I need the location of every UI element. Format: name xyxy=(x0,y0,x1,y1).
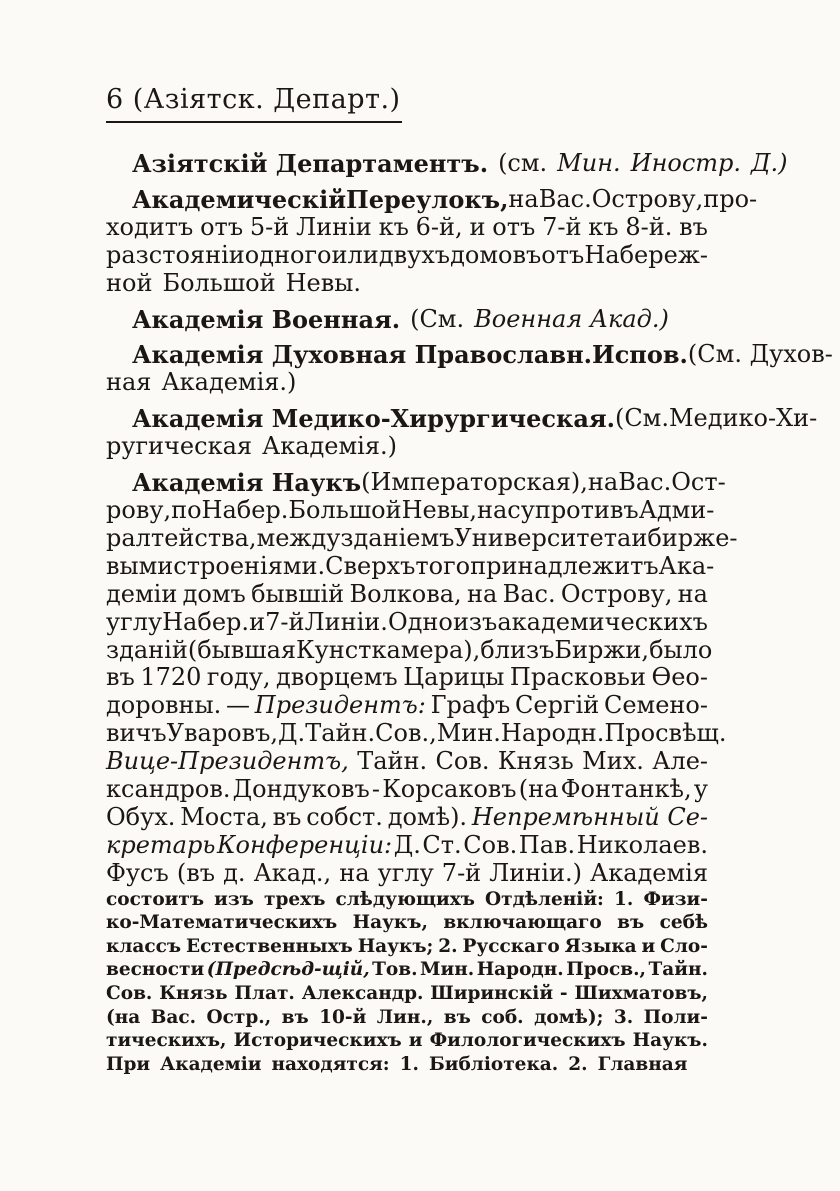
word: выми xyxy=(106,551,174,580)
word: Ака- xyxy=(658,551,715,580)
word: слѣдующихъ xyxy=(335,888,475,910)
word: 5-й xyxy=(249,212,290,241)
word: Наукъ. xyxy=(632,1030,708,1052)
word: Д.) xyxy=(751,149,788,177)
entry-akademiya-mediko xyxy=(106,404,818,461)
text-line xyxy=(106,888,708,912)
word: себѣ xyxy=(659,912,708,934)
word: классъ xyxy=(106,935,182,957)
word: изъ xyxy=(214,888,254,910)
word: Военная Акад.) xyxy=(474,304,669,333)
word: собст. xyxy=(306,802,383,831)
word: двухъ xyxy=(378,240,451,269)
text-line xyxy=(106,581,708,609)
text-line xyxy=(106,832,708,860)
word: 1. xyxy=(614,888,634,910)
text-line xyxy=(106,242,708,270)
word: Князь xyxy=(497,747,574,776)
word: Линіи. xyxy=(304,607,388,636)
word: по xyxy=(171,495,202,524)
word: Мин. xyxy=(436,719,501,748)
word: къ xyxy=(588,212,619,241)
word: у xyxy=(693,775,708,804)
word: соб. xyxy=(481,1006,524,1028)
word: отъ xyxy=(492,212,536,241)
word: (Императорская), xyxy=(361,468,588,497)
word: Але- xyxy=(652,747,708,776)
word: кретарь xyxy=(106,830,216,859)
word: (въ xyxy=(176,858,216,887)
word: Семено- xyxy=(603,691,708,720)
word: принадлежитъ xyxy=(470,551,659,580)
text-line xyxy=(106,1006,708,1030)
word: Шихматовъ, xyxy=(574,983,708,1005)
word: Филологическихъ xyxy=(429,1030,626,1052)
word: Пав. xyxy=(518,830,576,859)
word: Дондуковъ xyxy=(232,775,370,804)
word: (на xyxy=(106,1006,141,1028)
word: Большой xyxy=(288,495,402,524)
word: Народн. xyxy=(500,719,605,748)
word: Ст. xyxy=(422,830,462,859)
word: Главная xyxy=(597,1053,688,1075)
word: изъ xyxy=(452,607,498,636)
word: Невы, xyxy=(401,495,477,524)
word: на xyxy=(508,184,539,213)
word: Тайн. xyxy=(648,959,708,981)
word: Одно xyxy=(387,607,453,636)
word: Акад., xyxy=(253,858,332,887)
word: Библіотека. xyxy=(428,1053,559,1075)
word: 3. xyxy=(613,1006,634,1028)
text-line xyxy=(106,609,708,637)
word: бывшій xyxy=(251,579,345,608)
text-line xyxy=(106,433,708,461)
word: 10-й xyxy=(319,1006,367,1028)
text-line xyxy=(106,935,708,959)
word: 1720 xyxy=(140,663,202,692)
word: ходитъ xyxy=(106,212,194,241)
text-line xyxy=(106,748,708,776)
entry-list xyxy=(106,149,833,1076)
word: (См. xyxy=(410,304,465,333)
word: Сло- xyxy=(660,935,708,957)
text-line xyxy=(106,982,708,1006)
word: Физи- xyxy=(643,888,708,910)
word: Моста, xyxy=(180,802,268,831)
word: въ xyxy=(617,912,645,934)
word: Линіи xyxy=(296,212,372,241)
text-line xyxy=(106,1053,708,1077)
word: ной xyxy=(106,268,153,297)
word: Набер. xyxy=(162,607,250,636)
word: и xyxy=(469,212,486,241)
word: Сов., xyxy=(375,719,437,748)
text-line xyxy=(106,369,708,397)
word: про- xyxy=(703,184,758,213)
text-line xyxy=(106,911,708,935)
word: Биржи, xyxy=(554,635,650,664)
text-line xyxy=(106,495,715,525)
word: и xyxy=(641,935,656,957)
word: Сергій xyxy=(515,691,600,720)
word: При xyxy=(106,1053,151,1075)
entry-akademiya-nauk-small xyxy=(106,888,708,1077)
word: Большой xyxy=(162,268,276,297)
word: на xyxy=(339,858,370,887)
word: Уваровъ, xyxy=(166,719,279,748)
word: Академія.) xyxy=(262,432,397,461)
word: Конференціи: xyxy=(216,830,393,859)
text-line xyxy=(106,692,708,720)
word: Академія Медико-Хирургическая. xyxy=(132,404,615,434)
word: Академія xyxy=(590,858,708,887)
word: ругическая xyxy=(106,432,253,461)
text-line xyxy=(106,551,715,581)
word: ксандров. xyxy=(106,775,231,804)
word: находятся: xyxy=(271,1053,390,1075)
word: состоитъ xyxy=(106,888,205,910)
text-line xyxy=(106,404,818,434)
entry-akademicheskiy-pereulok xyxy=(106,184,758,298)
word: Поли- xyxy=(643,1006,708,1028)
text-line xyxy=(106,468,726,498)
text-line xyxy=(106,664,708,692)
word: Сверхъ xyxy=(325,551,416,580)
word: строеніями. xyxy=(173,551,326,580)
word: или xyxy=(331,240,379,269)
word: отъ xyxy=(200,212,244,241)
word: ко-Математическихъ xyxy=(106,912,338,934)
word: - xyxy=(559,983,568,1005)
word: Плат. xyxy=(234,983,295,1005)
word: углу xyxy=(377,858,434,887)
text-line xyxy=(106,1029,708,1053)
word: бирже- xyxy=(647,523,738,552)
word: Сов. xyxy=(106,983,153,1005)
word: на xyxy=(587,468,619,497)
word: зданій xyxy=(106,635,188,664)
text-line xyxy=(106,340,833,370)
word: Фусъ xyxy=(106,858,169,887)
word: и xyxy=(249,607,266,636)
word: Царицы xyxy=(403,663,505,692)
word: Президентъ: xyxy=(254,691,426,720)
word: Иностр. xyxy=(630,149,742,177)
text-line xyxy=(106,719,727,748)
word: Острову, xyxy=(560,579,673,608)
word: Графъ xyxy=(430,691,511,720)
word: Непремѣнный Се- xyxy=(471,802,708,831)
word: 7-й xyxy=(542,212,582,241)
word: разстояніи xyxy=(106,240,245,269)
word: Медико-Хи- xyxy=(668,404,818,433)
word: 6-й, xyxy=(415,212,463,241)
word: (см. xyxy=(498,149,548,177)
word: году, xyxy=(206,663,271,692)
word: Академія Духовная Православн. xyxy=(132,340,593,370)
text-line xyxy=(106,958,708,982)
word: Наукъ, xyxy=(352,912,428,934)
word: отъ xyxy=(541,240,585,269)
word: рову, xyxy=(106,495,172,524)
word: 1. xyxy=(399,1053,419,1075)
word: (Предсѣд-щій, xyxy=(206,959,370,981)
word: включающаго xyxy=(443,912,602,934)
word: Д. xyxy=(393,830,421,859)
word: Азіятскій Департаментъ. xyxy=(132,149,489,178)
word: домовъ xyxy=(450,240,542,269)
word: въ xyxy=(281,1006,309,1028)
word: Сов. xyxy=(463,830,518,859)
word: тическихъ, xyxy=(106,1030,227,1052)
word: Мих. xyxy=(582,747,644,776)
word: между xyxy=(256,523,341,552)
word: (на xyxy=(518,775,559,804)
word: насупротивъ xyxy=(476,495,639,524)
word: Академія Военная. xyxy=(132,304,401,334)
word: Александр. xyxy=(301,983,424,1005)
word: Тайн. xyxy=(305,719,376,748)
word: Языка xyxy=(564,935,637,957)
word: Вас. xyxy=(150,1006,197,1028)
word: въ xyxy=(443,1006,471,1028)
word: Наукъ; xyxy=(357,935,434,957)
word: (См. xyxy=(614,404,669,433)
word: Вас. xyxy=(502,579,556,608)
word: на xyxy=(466,579,498,608)
word: Ширинскій xyxy=(430,983,554,1005)
entry-akademiya-nauk xyxy=(106,468,738,888)
word: Лин., xyxy=(376,1006,434,1028)
word: на xyxy=(677,579,708,608)
word: Обух. xyxy=(106,802,176,831)
text-line xyxy=(106,776,708,804)
text-line xyxy=(106,184,758,214)
word: 7-й xyxy=(441,858,482,887)
word: трехъ xyxy=(264,888,326,910)
word: въ xyxy=(679,212,708,241)
word: зданіемъ xyxy=(340,523,455,552)
word: (бывшая xyxy=(187,635,297,664)
word: академическихъ xyxy=(497,607,708,636)
word: Прасковьи xyxy=(509,663,646,692)
word: къ xyxy=(378,212,409,241)
word: домѣ); xyxy=(534,1006,604,1028)
word: д. xyxy=(223,858,246,887)
word: 7-й xyxy=(265,607,305,636)
word: — xyxy=(226,691,251,720)
word: Острову, xyxy=(591,184,704,213)
word: Академіи xyxy=(160,1053,262,1075)
word: въ xyxy=(272,802,302,831)
word: было xyxy=(649,635,713,664)
word: Набер. xyxy=(201,495,289,524)
word: весности xyxy=(106,959,205,981)
word: Невы. xyxy=(285,268,361,297)
word: Просвѣщ. xyxy=(604,719,727,748)
word: и xyxy=(631,523,648,552)
word: домъ xyxy=(182,579,246,608)
entry-akademiya-voennaya xyxy=(106,306,708,334)
word: въ xyxy=(106,663,135,692)
word: деміи xyxy=(106,579,178,608)
word: Набереж- xyxy=(584,240,708,269)
word: Народн. xyxy=(476,959,564,981)
word: Вас. xyxy=(618,468,672,497)
word: Русскаго xyxy=(462,935,560,957)
word: 2. xyxy=(568,1053,588,1075)
word: близъ xyxy=(480,635,555,664)
text-line xyxy=(106,270,708,298)
word: Фонтанкѣ, xyxy=(560,775,692,804)
word: того xyxy=(415,551,471,580)
word: - xyxy=(371,775,381,804)
word: Волкова, xyxy=(349,579,462,608)
word: ралтейства, xyxy=(106,523,257,552)
word: Отдѣленій: xyxy=(485,888,604,910)
word: Ѳео- xyxy=(651,663,708,692)
text-line xyxy=(106,214,708,242)
word: углу xyxy=(106,607,163,636)
running-head: 6 (Азіятск. Департ.) xyxy=(106,84,401,115)
word: Сов. xyxy=(435,747,490,776)
word: Естественныхъ xyxy=(186,935,353,957)
word: Линіи.) xyxy=(489,858,582,887)
word: домѣ). xyxy=(387,802,468,831)
word: доровны. xyxy=(106,691,222,720)
text-line xyxy=(106,149,788,178)
text-line xyxy=(106,306,708,334)
word: Ост- xyxy=(671,468,726,497)
word: вичъ xyxy=(106,719,167,748)
word: Испов. xyxy=(592,340,688,370)
word: Академія.) xyxy=(161,368,297,397)
word: Корсаковъ xyxy=(382,775,517,804)
word: Остр., xyxy=(206,1006,272,1028)
word: Просв., xyxy=(566,959,646,981)
word: Академическій xyxy=(132,184,347,214)
text-line xyxy=(106,804,708,832)
word: Мин. xyxy=(420,959,475,981)
word: Историческихъ xyxy=(233,1030,402,1052)
word: Николаев. xyxy=(576,830,708,859)
word: Академія Наукъ xyxy=(132,468,362,498)
text-line xyxy=(106,860,708,888)
word: Мин. xyxy=(557,149,621,177)
entry-akademiya-duhovnaya xyxy=(106,340,833,397)
word: Вице-Президентъ, xyxy=(106,747,349,776)
entry-aziatskiy-departament xyxy=(106,149,788,178)
header-rule xyxy=(106,121,402,123)
word: Тайн. xyxy=(357,747,428,776)
word: Вас. xyxy=(538,184,592,213)
word: Переулокъ, xyxy=(346,184,509,214)
word: 8-й. xyxy=(625,212,673,241)
word: Университета xyxy=(454,523,632,552)
word: одного xyxy=(244,240,332,269)
word: 2. xyxy=(438,935,458,957)
word: Адми- xyxy=(638,495,715,524)
text-line xyxy=(106,635,713,665)
word: и xyxy=(408,1030,423,1052)
word: (См. Духов- xyxy=(687,340,833,369)
word: дворцемъ xyxy=(276,663,398,692)
text-line xyxy=(106,523,738,553)
word: Д. xyxy=(278,719,306,748)
word: Кунсткамера), xyxy=(296,635,481,664)
word: Князь xyxy=(159,983,228,1005)
word: Тов. xyxy=(372,959,418,981)
word: ная xyxy=(106,368,152,397)
